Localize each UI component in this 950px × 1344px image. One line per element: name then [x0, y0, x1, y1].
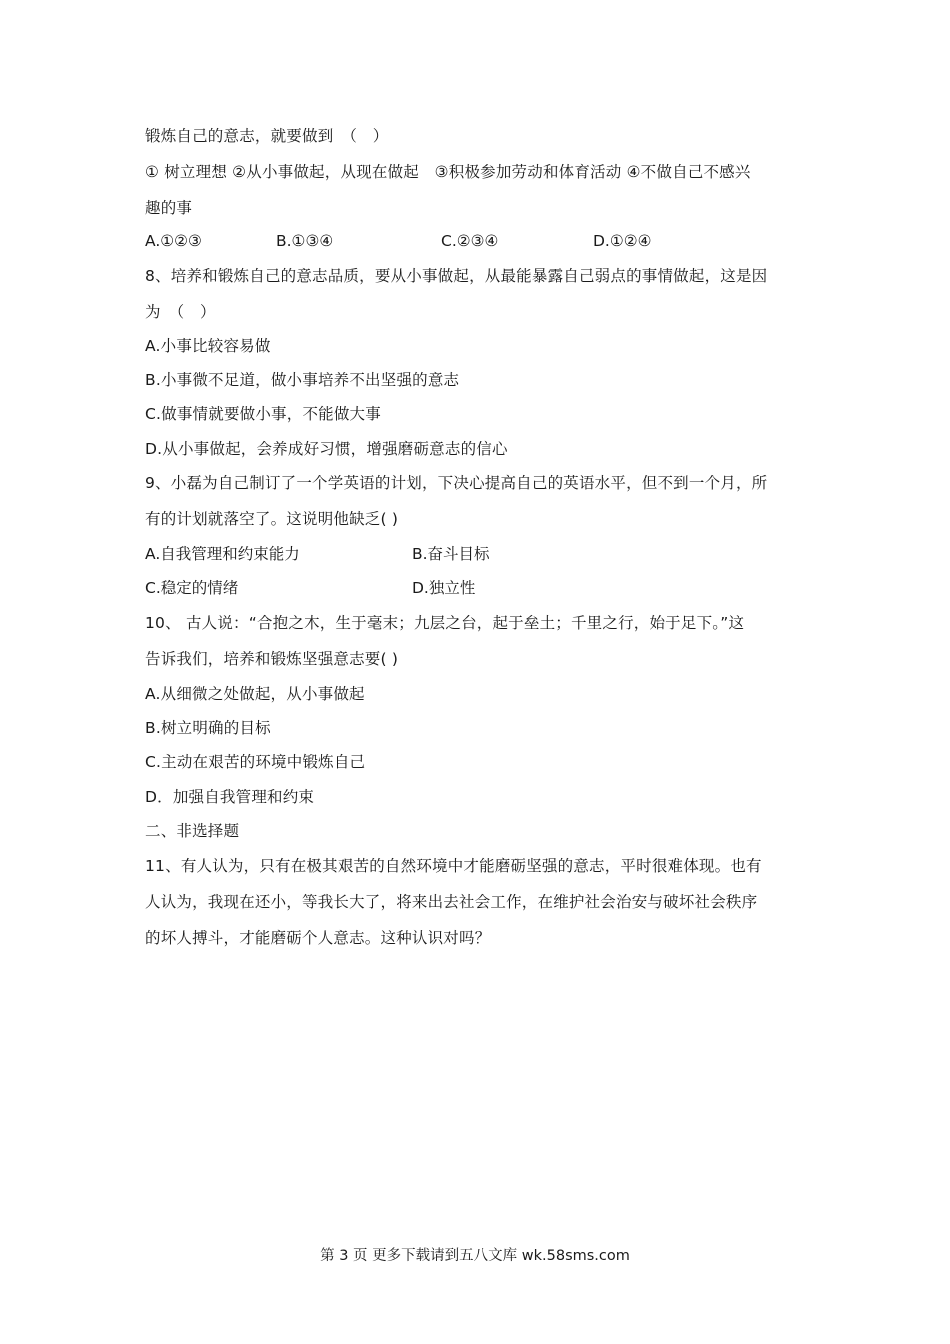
- q8-stem-line2: 为 （ ）: [145, 303, 216, 321]
- q9-option-a: A.自我管理和约束能力: [145, 545, 300, 563]
- q11-line2: 人认为，我现在还小，等我长大了，将来出去社会工作，在维护社会治安与破坏社会秩序: [145, 893, 758, 911]
- section-heading: 二、非选择题: [145, 822, 240, 840]
- q10-stem-line1: 10、 古人说：“合抱之木，生于毫末；九层之台，起于垒土；千里之行，始于足下。”这: [145, 614, 745, 632]
- q7-statements-line1: ① 树立理想 ②从小事做起，从现在做起 ③积极参加劳动和体育活动 ④不做自己不感兴: [145, 163, 751, 181]
- q7-option-c: C.②③④: [441, 232, 499, 250]
- q8-stem-line1: 8、培养和锻炼自己的意志品质，要从小事做起，从最能暴露自己弱点的事情做起，这是因: [145, 267, 768, 285]
- q7-option-a: A.①②③: [145, 232, 202, 250]
- q9-stem-line1: 9、小磊为自己制订了一个学英语的计划，下决心提高自己的英语水平，但不到一个月，所: [145, 474, 768, 492]
- q8-option-a: A.小事比较容易做: [145, 337, 271, 355]
- q11-line1: 11、有人认为，只有在极其艰苦的自然环境中才能磨砺坚强的意志，平时很难体现。也有: [145, 857, 762, 875]
- q7-stem: 锻炼自己的意志，就要做到 （ ）: [145, 127, 389, 145]
- q8-option-b: B.小事微不足道，做小事培养不出坚强的意志: [145, 371, 460, 389]
- q10-option-a: A.从细微之处做起，从小事做起: [145, 685, 365, 703]
- q10-option-d: D．加强自我管理和约束: [145, 788, 315, 806]
- q10-option-c: C.主动在艰苦的环境中锻炼自己: [145, 753, 366, 771]
- q9-option-d: D.独立性: [412, 579, 476, 597]
- q7-option-d: D.①②④: [593, 232, 652, 250]
- q11-line3: 的坏人搏斗，才能磨砺个人意志。这种认识对吗？: [145, 929, 491, 947]
- q8-option-c: C.做事情就要做小事，不能做大事: [145, 405, 381, 423]
- q9-option-b: B.奋斗目标: [412, 545, 490, 563]
- q8-option-d: D.从小事做起，会养成好习惯，增强磨砺意志的信心: [145, 440, 508, 458]
- q10-stem-line2: 告诉我们，培养和锻炼坚强意志要( ): [145, 650, 399, 668]
- q10-option-b: B.树立明确的目标: [145, 719, 271, 737]
- q7-option-b: B.①③④: [276, 232, 334, 250]
- q7-statements-line2: 趣的事: [145, 199, 193, 217]
- q9-stem-line2: 有的计划就落空了。这说明他缺乏( ): [145, 510, 399, 528]
- q9-option-c: C.稳定的情绪: [145, 579, 239, 597]
- page-footer: 第 3 页 更多下载请到五八文库 wk.58sms.com: [320, 1248, 630, 1264]
